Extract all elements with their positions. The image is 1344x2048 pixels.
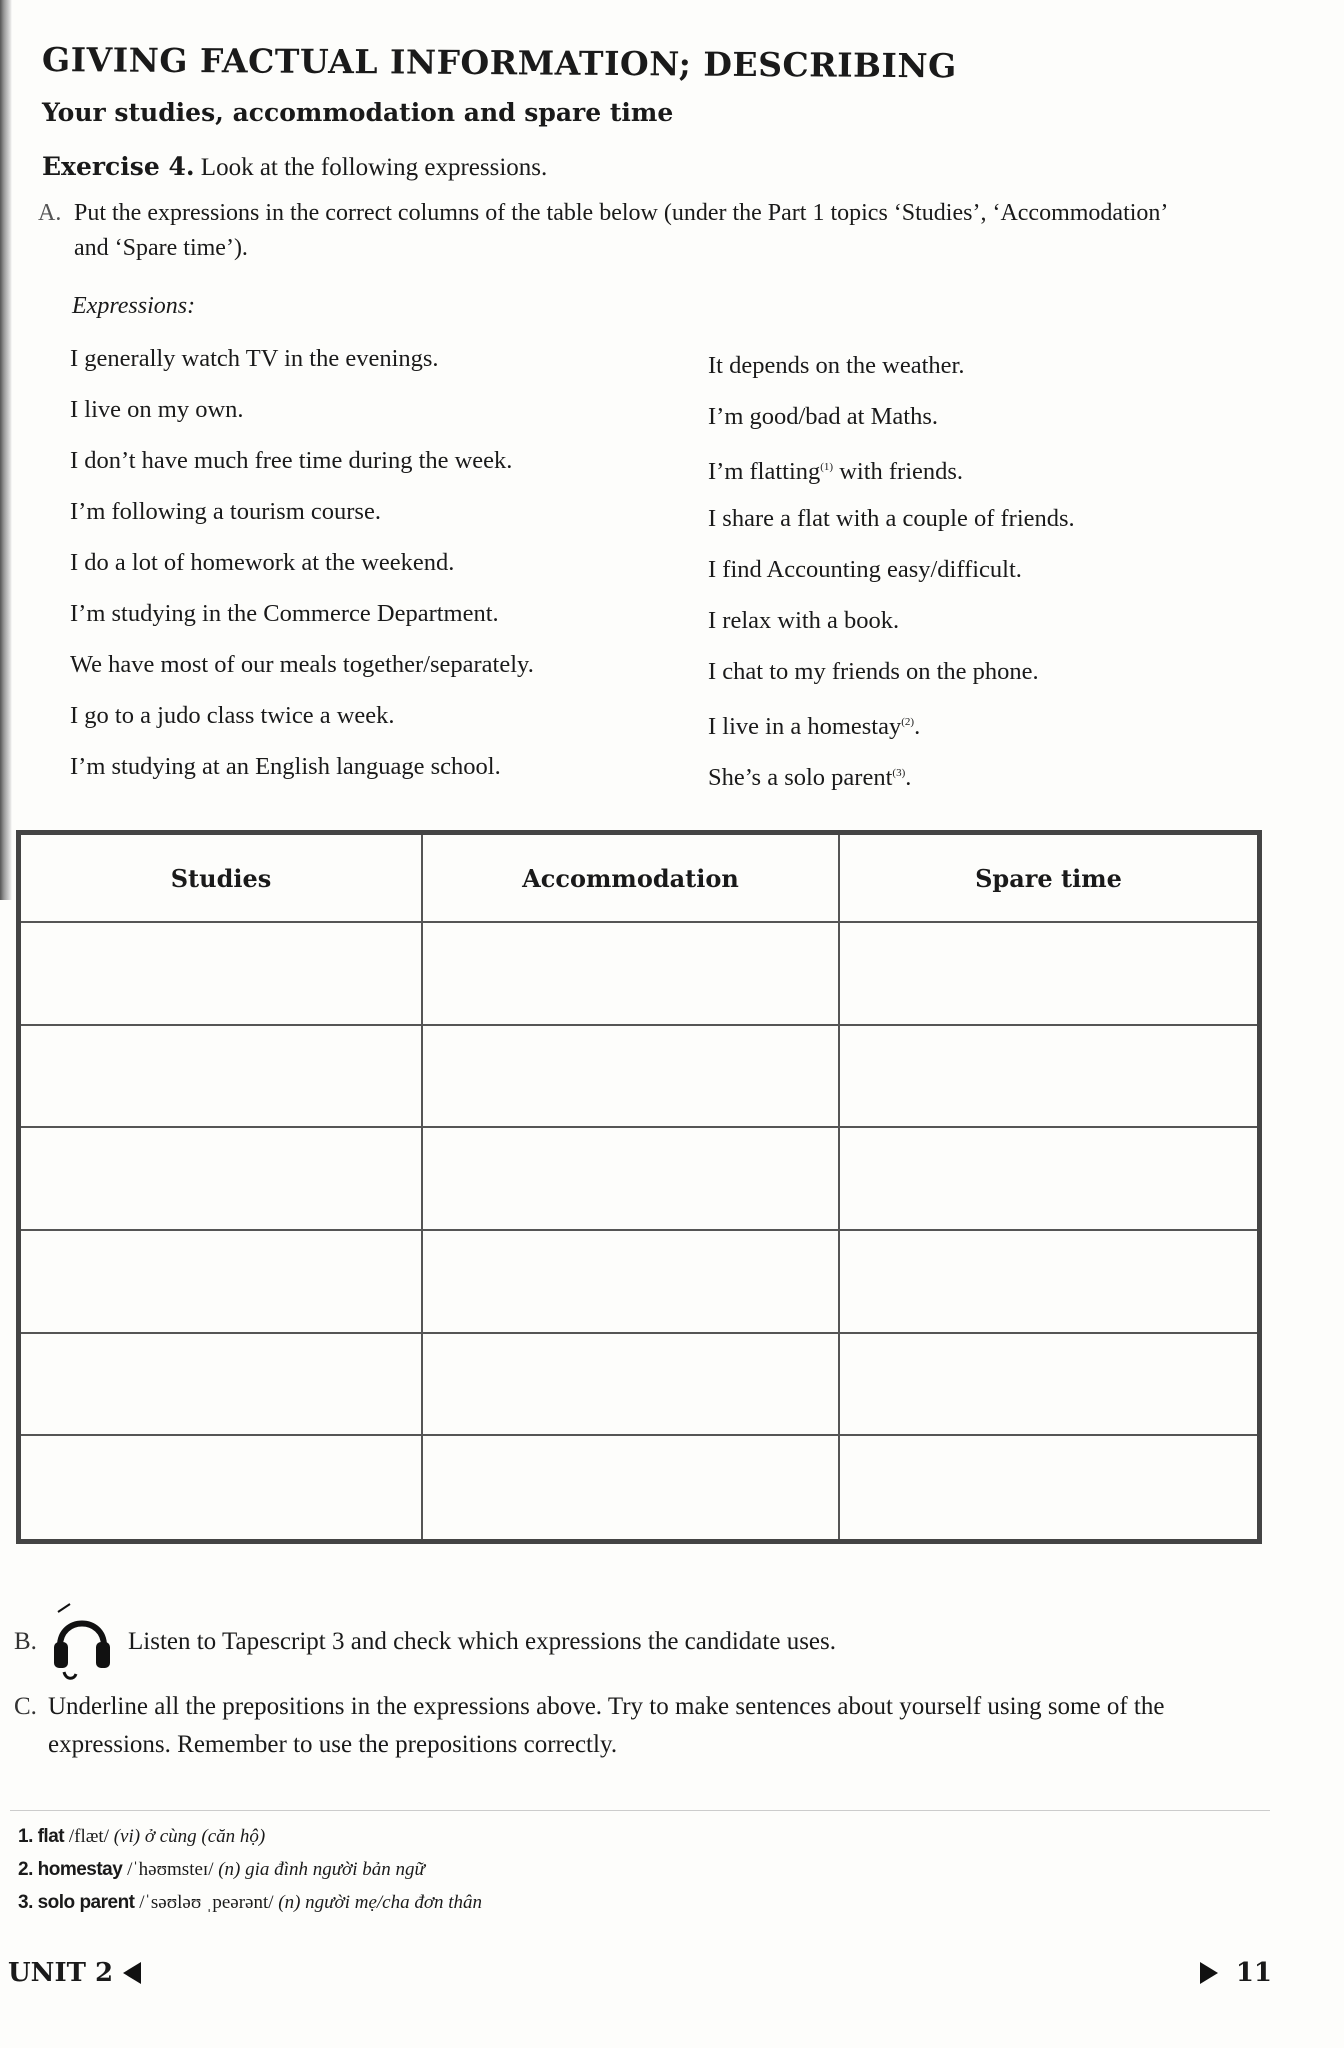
footer-unit [8, 1958, 141, 1988]
part-a-letter: A. [38, 200, 62, 226]
expression-item [708, 697, 1075, 748]
table-cell[interactable] [423, 1436, 840, 1539]
footnote-ref: (3) [892, 767, 906, 779]
expression-item: I’m good/bad at Maths. [708, 403, 938, 430]
table-cell[interactable] [21, 1026, 423, 1129]
table-cell[interactable] [21, 1231, 423, 1334]
footnote-term: homestay [37, 1859, 123, 1880]
table-cell[interactable] [840, 1128, 1257, 1231]
expression-item: It depends on the weather. [708, 352, 965, 379]
unit-label: UNIT 2 [8, 1958, 114, 1988]
expressions-right-column [708, 340, 1075, 799]
page-title: GIVING FACTUAL INFORMATION; DESCRIBING [41, 40, 957, 86]
expression-item: I generally watch TV in the evenings. [70, 345, 439, 372]
part-b-text: Listen to Tapescript 3 and check which expressions the candidate uses. [128, 1628, 836, 1655]
part-a-line1: Put the expressions in the correct columns of the table below (under the Part 1 topics ‘Studies’, ‘Accommodation’ [74, 200, 1169, 226]
headphones-icon [50, 1602, 114, 1682]
expression-text: I live in a homestay [708, 713, 902, 741]
footnotes [18, 1820, 482, 1919]
part-a-instruction [38, 196, 1248, 266]
part-c-instruction [14, 1688, 1254, 1764]
table-cell[interactable] [840, 1334, 1257, 1437]
exercise-heading [42, 152, 547, 182]
table-cell[interactable] [423, 923, 840, 1026]
expression-item: I go to a judo class twice a week. [70, 702, 395, 729]
footnote-item [18, 1820, 482, 1853]
exercise-text: Look at the following expressions. [200, 154, 548, 181]
table-cell[interactable] [423, 1334, 840, 1437]
exercise-label: Exercise 4. [42, 152, 195, 181]
footnote-number: 2. [18, 1859, 33, 1880]
expression-text-after: . [914, 713, 921, 741]
table-cell[interactable] [840, 1436, 1257, 1539]
triangle-right-icon [1200, 1962, 1218, 1984]
footnote-pronunciation: /ˈsəʊləʊ ˌpeərənt/ [139, 1892, 274, 1913]
footnote-number: 3. [18, 1892, 33, 1913]
expression-item: We have most of our meals together/separately. [70, 651, 534, 678]
expression-item [708, 442, 1075, 493]
expression-item: I’m following a tourism course. [70, 498, 381, 525]
table-cell[interactable] [840, 1231, 1257, 1334]
part-b-instruction [14, 1602, 836, 1682]
expression-item: I live on my own. [70, 396, 244, 423]
footnote-definition: (vi) ở cùng (căn hộ) [113, 1826, 266, 1847]
table-cell[interactable] [21, 1128, 423, 1231]
footer-page [1200, 1958, 1272, 1988]
part-a-line2: and ‘Spare time’). [74, 235, 248, 261]
footnote-item [18, 1886, 482, 1919]
expression-text-after: with friends. [833, 458, 964, 486]
expressions-left-column [70, 333, 534, 792]
footnote-pronunciation: /flæt/ [68, 1826, 109, 1847]
part-c-letter: C. [14, 1693, 37, 1720]
expression-item: I share a flat with a couple of friends. [708, 505, 1075, 532]
part-c-line2: expressions. Remember to use the prepositions correctly. [48, 1731, 618, 1758]
expression-item: I find Accounting easy/difficult. [708, 556, 1022, 583]
expression-text-after: . [905, 764, 912, 792]
footnote-ref: (2) [901, 716, 915, 728]
footnote-term: flat [37, 1826, 65, 1847]
footnote-term: solo parent [37, 1892, 135, 1913]
expression-item: I don’t have much free time during the week. [70, 447, 513, 474]
expressions-label: Expressions: [72, 293, 196, 319]
expression-item [708, 748, 1075, 799]
table-cell[interactable] [423, 1026, 840, 1129]
table-cell[interactable] [423, 1128, 840, 1231]
expression-item: I do a lot of homework at the weekend. [70, 549, 455, 576]
binding-edge [0, 0, 12, 900]
part-b-letter: B. [14, 1628, 37, 1655]
table-cell[interactable] [21, 923, 423, 1026]
triangle-left-icon [123, 1962, 141, 1984]
sorting-table [16, 830, 1262, 1544]
footnote-definition: (n) người mẹ/cha đơn thân [278, 1892, 483, 1913]
expression-text: I’m flatting [708, 458, 821, 486]
table-cell[interactable] [21, 1436, 423, 1539]
footnote-divider [10, 1810, 1270, 1811]
table-cell[interactable] [423, 1231, 840, 1334]
footnote-pronunciation: /ˈhəʊmsteɪ/ [127, 1859, 214, 1880]
footnote-ref: (1) [820, 461, 834, 473]
table-header-studies: Studies [21, 835, 423, 923]
table-header-spare-time: Spare time [840, 835, 1257, 923]
expression-item: I chat to my friends on the phone. [708, 658, 1039, 685]
expression-item: I’m studying at an English language school. [70, 753, 501, 780]
expression-item: I relax with a book. [708, 607, 900, 634]
table-cell[interactable] [21, 1334, 423, 1437]
footnote-definition: (n) gia đình người bản ngữ [218, 1859, 425, 1880]
page-subtitle: Your studies, accommodation and spare time [42, 98, 674, 127]
table-header-accommodation: Accommodation [423, 835, 840, 923]
footnote-number: 1. [18, 1826, 33, 1847]
part-c-line1: Underline all the prepositions in the expressions above. Try to make sentences about yourself using some of the [48, 1693, 1165, 1720]
table-cell[interactable] [840, 923, 1257, 1026]
footnote-item [18, 1853, 482, 1886]
expression-item: I’m studying in the Commerce Department. [70, 600, 499, 627]
expression-text: She’s a solo parent [708, 764, 893, 792]
table-cell[interactable] [840, 1026, 1257, 1129]
page-number: 11 [1235, 1958, 1272, 1988]
